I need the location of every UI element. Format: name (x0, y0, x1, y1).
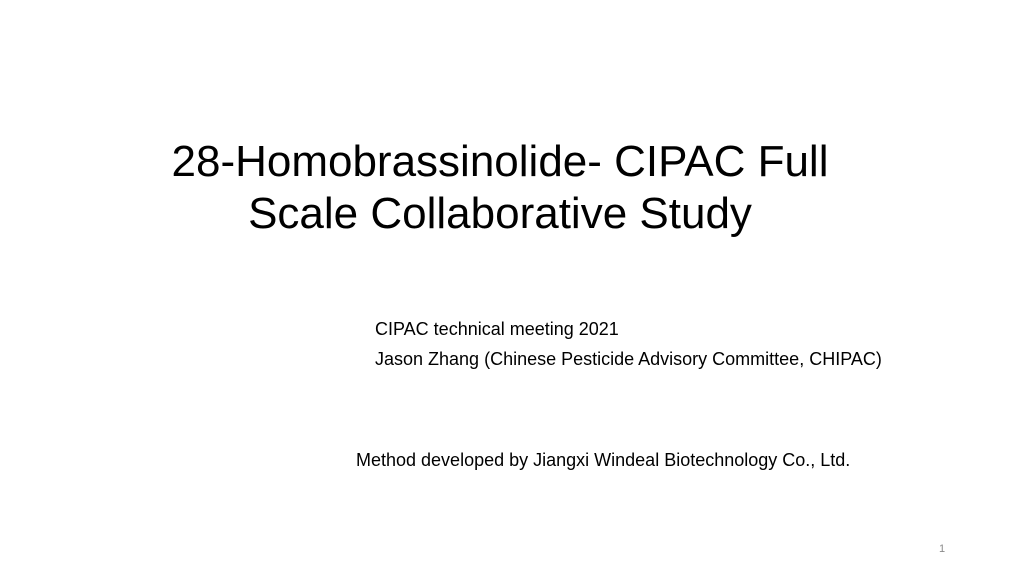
method-credit: Method developed by Jiangxi Windeal Biotechnology Co., Ltd. (356, 450, 851, 470)
presenter-name: Jason Zhang (Chinese Pesticide Advisory Committee, CHIPAC) (375, 349, 882, 369)
slide-title-line-1: 28-Homobrassinolide- CIPAC Full (171, 137, 829, 186)
slide-title-line-2: Scale Collaborative Study (248, 189, 752, 238)
slide-subtitle (375, 314, 995, 374)
meeting-name: CIPAC technical meeting 2021 (375, 319, 619, 339)
slide-title (80, 136, 920, 240)
page-number: 1 (938, 543, 946, 555)
